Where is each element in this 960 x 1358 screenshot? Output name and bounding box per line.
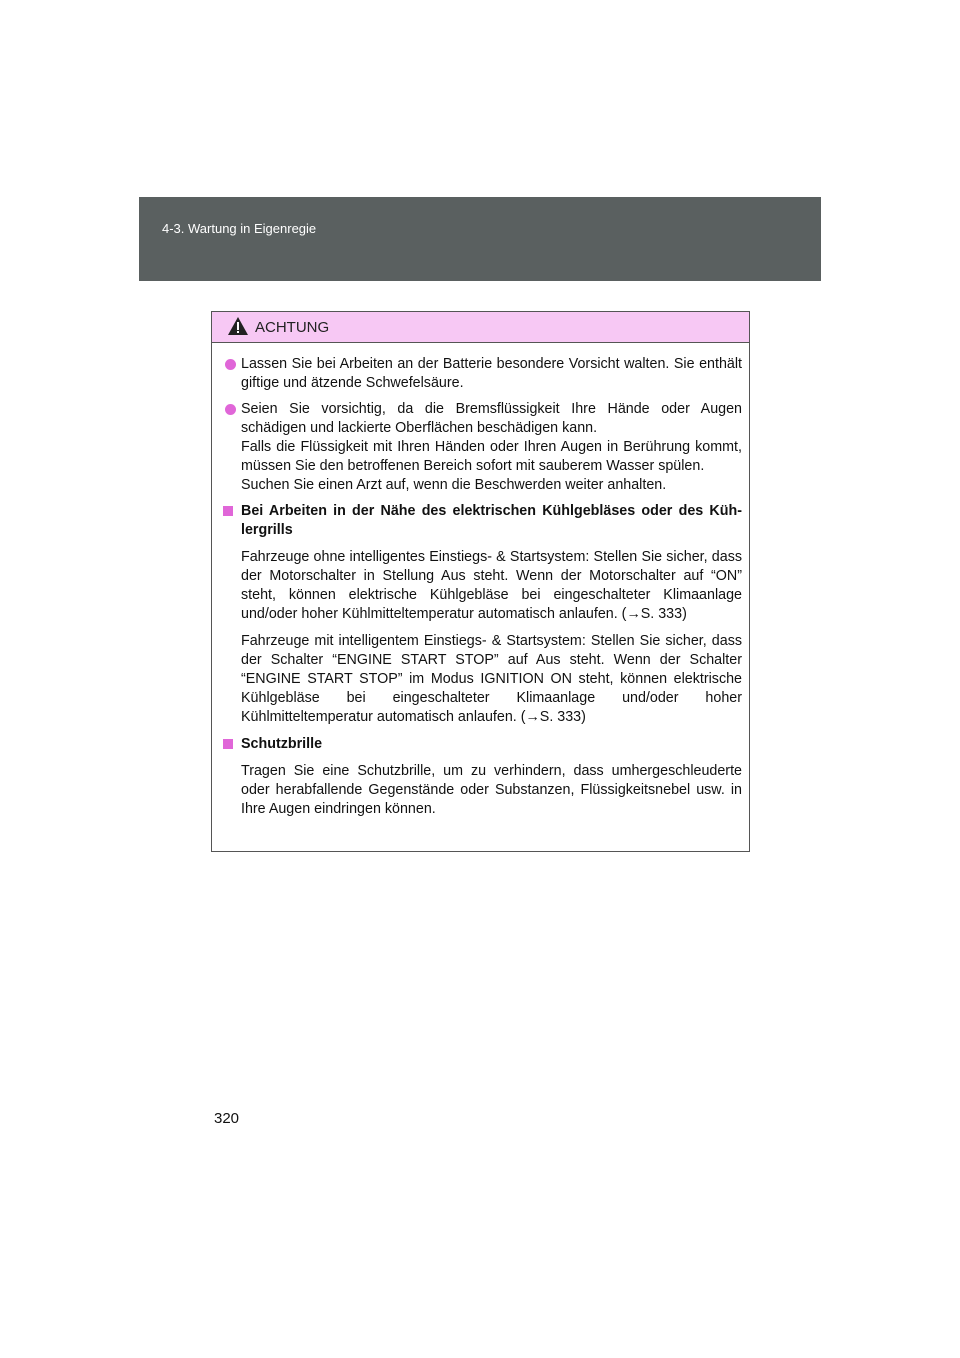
square-bullet-icon (223, 506, 233, 516)
bullet-dot-icon (225, 359, 236, 370)
section-heading: Schutzbrille (220, 735, 742, 754)
bullet-text: Suchen Sie einen Arzt auf, wenn die Beschwerden weiter anhalten. (241, 477, 667, 493)
section-paragraph: Fahrzeuge mit intelligentem Einstiegs- & Startsystem: Stellen Sie sicher, dass der Schalter “ENGINE START STOP” auf Aus steht. Wenn der Schalter “ENGINE START STOP” im Modus IGNITION ON steht, können elektrische Kühlgebläse bei eingeschalteter Klimaanlage und/oder hoher Kühlmitteltemperatur automatisch anlaufen. (→S. 333) (241, 633, 742, 725)
warning-box (211, 311, 750, 852)
bullet-item (220, 400, 742, 495)
section-paragraph: Fahrzeuge ohne intelligentes Einstiegs- & Startsystem: Stellen Sie sicher, dass der Motorschalter in Stellung Aus steht. Wenn der Motorschalter auf “ON” steht, können elektrische Kühlgebläse bei eingeschalteter Klimaanlage und/oder hoher Kühlmitteltemperatur automatisch anlaufen. (→S. 333) (241, 549, 742, 622)
page-number: 320 (214, 1110, 240, 1127)
warning-body (212, 343, 749, 819)
bullet-item (220, 355, 742, 393)
warning-triangle-icon (227, 316, 249, 336)
square-bullet-icon (223, 739, 233, 749)
bullet-text: Lassen Sie bei Arbeiten an der Batterie besondere Vorsicht walten. Sie enthält giftige und ätzende Schwefelsäure. (241, 356, 742, 391)
bullet-text: Seien Sie vorsichtig, da die Bremsflüssigkeit Ihre Hände oder Augen schädigen und lackierte Oberflächen beschädigen kann. (241, 401, 742, 436)
section-title: 4-3. Wartung in Eigenregie (162, 221, 317, 236)
section-heading: Bei Arbeiten in der Nähe des elektrischen Kühlgebläses oder des Kühlergrills (220, 502, 742, 540)
warning-header (212, 312, 749, 343)
warning-title: ACHTUNG (255, 319, 330, 336)
bullet-dot-icon (225, 404, 236, 415)
bullet-text: Falls die Flüssigkeit mit Ihren Händen oder Ihren Augen in Berührung kommt, müssen Sie den betroffenen Bereich sofort mit sauberem Wasser spülen. (241, 439, 742, 474)
section-header-band (139, 197, 821, 281)
section-paragraph: Tragen Sie eine Schutzbrille, um zu verhindern, dass umhergeschleuderte oder herabfallende Gegenstände oder Substanzen, Flüssigkeitsnebel usw. in Ihre Augen eindringen können. (241, 763, 742, 817)
